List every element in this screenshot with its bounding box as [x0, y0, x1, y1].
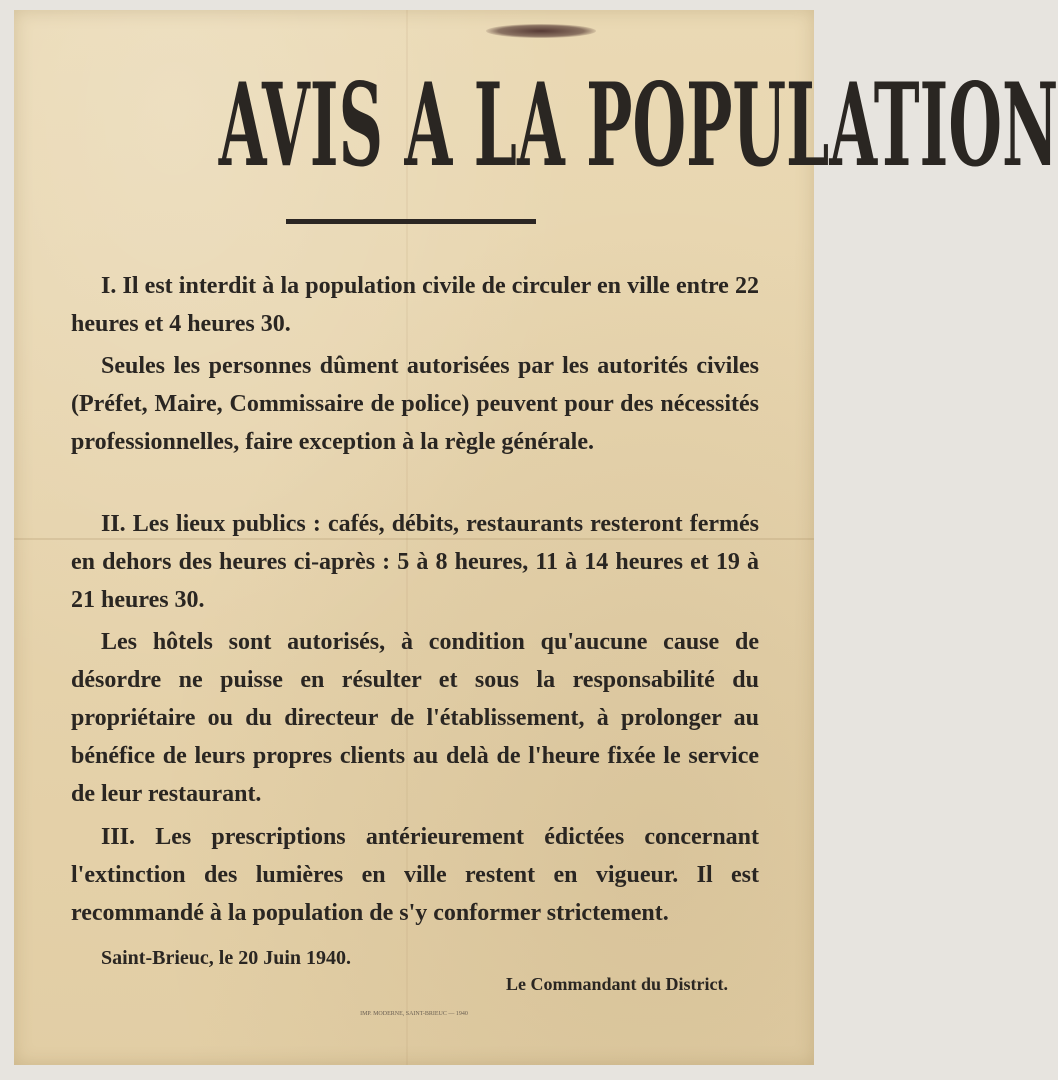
paragraph-exceptions: Seules les personnes dûment autorisées par les autorités civiles (Préfet, Maire, Commissaire de police) peuvent pour des nécessités professionnelles, faire exception à la règle générale.	[71, 353, 759, 455]
title-underline-rule	[286, 219, 536, 224]
paragraph-hotels: Les hôtels sont autorisés, à condition qu'aucune cause de désordre ne puisse en résulter et sous la responsabilité du propriétaire ou du directeur de l'établissement, à prolonger au bénéfice de leurs propres clients au delà de l'heure fixée le service de leur restaurant.	[71, 629, 759, 807]
poster-sheet	[14, 10, 1058, 1065]
signature-line: Le Commandant du District.	[505, 974, 728, 994]
paragraph-lights: III. Les prescriptions antérieurement édictées concernant l'extinction des lumières en ville restent en vigueur. Il est recommandé à la population de s'y conformer strictement.	[71, 824, 759, 926]
place-and-date: Saint-Brieuc, le 20 Juin 1940.	[101, 947, 352, 969]
paragraph-public-places: II. Les lieux publics : cafés, débits, restaurants resteront fermés en dehors des heures ci-après : 5 à 8 heures, 11 à 14 heures et 19 à 21 heures 30.	[71, 511, 759, 613]
paragraph-curfew: I. Il est interdit à la population civile de circuler en ville entre 22 heures et 4 heures 30.	[71, 273, 759, 337]
printer-imprint: IMP. MODERNE, SAINT-BRIEUC — 1940	[360, 1011, 468, 1017]
poster-title: AVIS A LA POPULATION	[218, 58, 1058, 192]
ink-stain	[486, 24, 596, 38]
